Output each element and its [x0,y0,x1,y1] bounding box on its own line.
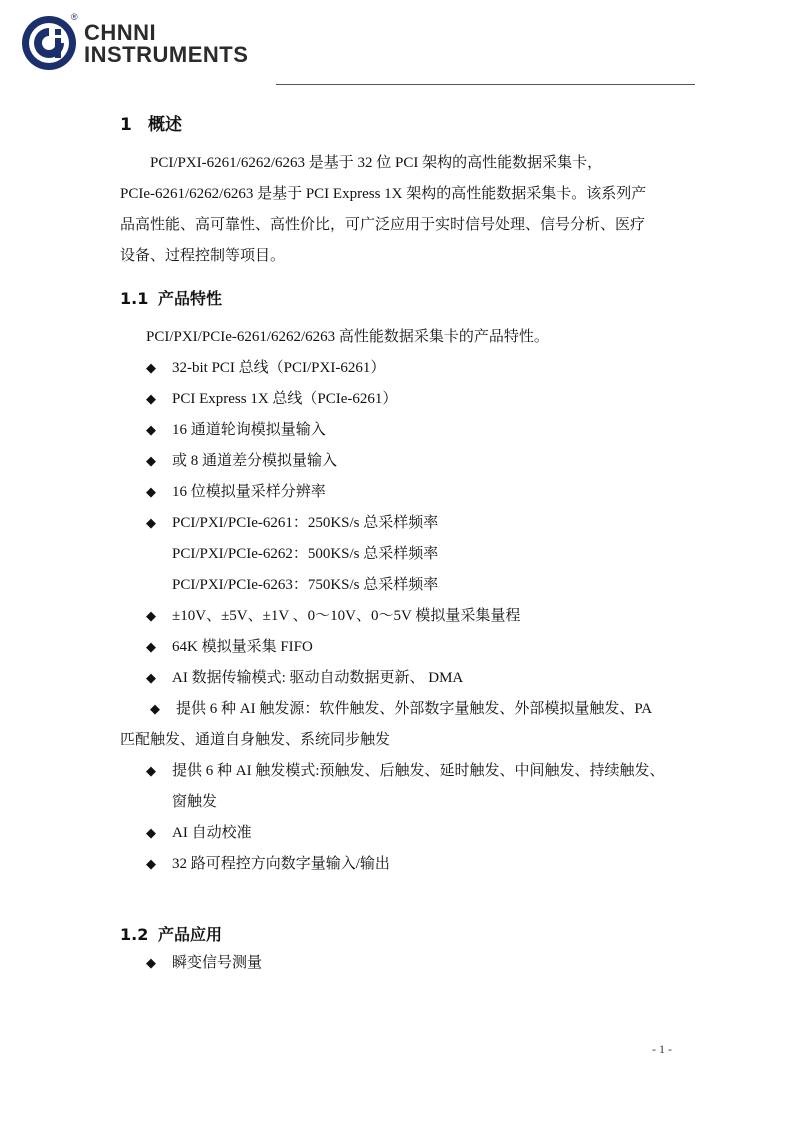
list-item [120,384,676,415]
feature-list [120,353,676,880]
header-rule [276,84,695,85]
features-intro: PCI/PXI/PCIe-6261/6262/6263 高性能数据采集卡的产品特性。 [146,329,549,345]
page-number: - 1 - [652,1042,672,1056]
page-header [18,12,678,76]
section-1-1-number: 1.1 [120,289,149,308]
overview-line-3: 品高性能、高可靠性、高性价比，可广泛应用于实时信号处理、信号分析、医疗 [120,217,646,233]
logo-line-2: INSTRUMENTS [84,42,249,67]
overview-line-1: PCI/PXI-6261/6262/6263 是基于 32 位 PCI 架构的高性能数据采集卡， [150,155,603,171]
section-1-1-heading [120,286,676,312]
trigger-mode-line-2: 窗触发 [172,794,218,810]
diamond-bullet-icon: ◆ [146,609,156,624]
registered-mark: ® [71,12,78,22]
application-text: 瞬变信号测量 [172,955,263,971]
list-item [120,756,676,818]
diamond-bullet-icon: ◆ [150,702,160,717]
feature-text: 64K 模拟量采集 FIFO [172,639,313,655]
diamond-bullet-icon: ◆ [146,764,156,779]
feature-text: 32 路可程控方向数字量输入/输出 [172,856,390,872]
section-1-number: 1 [120,115,132,135]
section-1-heading [120,112,676,138]
diamond-bullet-icon: ◆ [146,956,156,971]
list-item [120,818,676,849]
rate-line-6261: PCI/PXI/PCIe-6261：250KS/s 总采样频率 [172,515,439,531]
diamond-bullet-icon: ◆ [146,857,156,872]
feature-text: 16 位模拟量采样分辨率 [172,484,326,500]
trigger-source-line-2: 匹配触发、通道自身触发、系统同步触发 [120,732,391,748]
list-item [120,849,676,880]
logo-wordmark [84,22,248,66]
overview-line-2: PCIe-6261/6262/6263 是基于 PCI Express 1X 架构的高性能数据采集卡。该系列产 [120,186,647,202]
list-item [120,663,676,694]
diamond-bullet-icon: ◆ [146,826,156,841]
diamond-bullet-icon: ◆ [146,640,156,655]
diamond-bullet-icon: ◆ [146,671,156,686]
diamond-bullet-icon: ◆ [146,516,156,531]
trigger-mode-line-1: 提供 6 种 AI 触发模式:预触发、后触发、延时触发、中间触发、持续触发、 [172,763,665,779]
feature-text: 16 通道轮询模拟量输入 [172,422,326,438]
list-item [120,353,676,384]
diamond-bullet-icon: ◆ [146,361,156,376]
section-1-2-number: 1.2 [120,925,149,944]
feature-text: PCI Express 1X 总线（PCIe-6261） [172,391,398,407]
rate-line-6262: PCI/PXI/PCIe-6262：500KS/s 总采样频率 [172,546,439,562]
list-item [120,508,676,601]
rate-line-6263: PCI/PXI/PCIe-6263：750KS/s 总采样频率 [172,577,439,593]
section-1-title: 概述 [148,115,182,135]
feature-text: 32-bit PCI 总线（PCI/PXI-6261） [172,360,386,376]
section-1-1-title: 产品特性 [158,289,223,308]
feature-text: ±10V、±5V、±1V 、0～10V、0～5V 模拟量采集量程 [172,608,521,624]
logo-line-1: CHNNI [84,20,157,45]
list-item [120,694,676,756]
feature-text: 或 8 通道差分模拟量输入 [172,453,338,469]
application-list [120,948,676,979]
list-item [120,415,676,446]
section-1-2-heading [120,922,676,948]
section-1-2-title: 产品应用 [158,925,223,944]
overview-paragraph [120,148,676,272]
feature-text: AI 数据传输模式: 驱动自动数据更新、 DMA [172,670,464,686]
chnni-logo-icon [20,14,78,72]
diamond-bullet-icon: ◆ [146,454,156,469]
diamond-bullet-icon: ◆ [146,423,156,438]
feature-text: AI 自动校准 [172,825,252,841]
trigger-source-line-1: 提供 6 种 AI 触发源：软件触发、外部数字量触发、外部模拟量触发、PA [176,701,653,717]
list-item [120,948,676,979]
overview-line-4: 设备、过程控制等项目。 [120,248,286,264]
list-item [120,477,676,508]
diamond-bullet-icon: ◆ [146,392,156,407]
diamond-bullet-icon: ◆ [146,485,156,500]
page-content [120,112,676,979]
list-item [120,632,676,663]
list-item [120,601,676,632]
list-item [120,446,676,477]
